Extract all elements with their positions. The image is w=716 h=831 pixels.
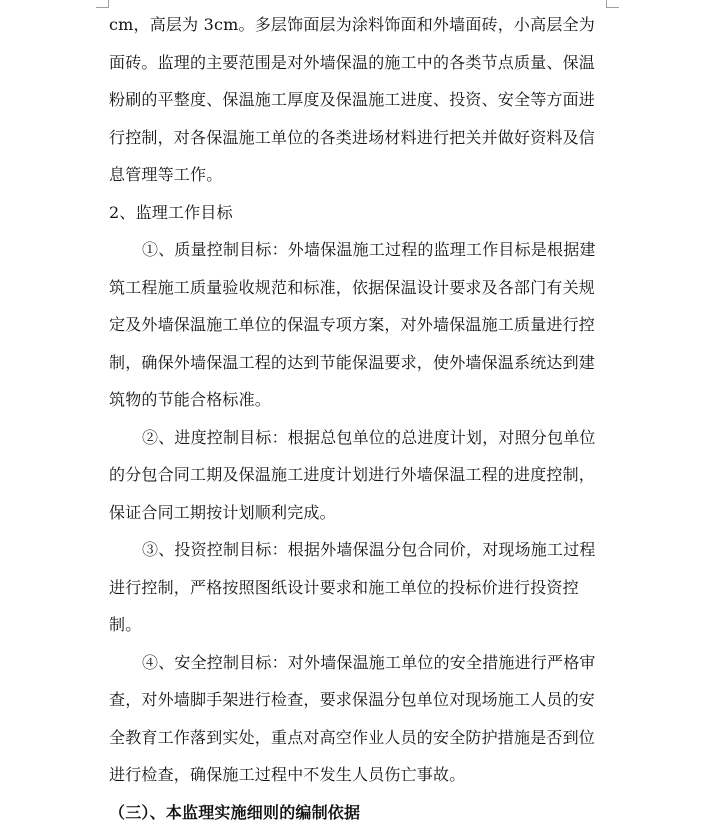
body-line: 制，确保外墙保温工程的达到节能保温要求，使外墙保温系统达到建 — [109, 344, 609, 382]
margin-corner-mark-left — [96, 0, 109, 8]
body-line: 的分包合同工期及保温施工进度计划进行外墙保温工程的进度控制， — [109, 456, 609, 494]
body-line: 息管理等工作。 — [109, 156, 609, 194]
body-line: cm，高层为 3cm。多层饰面层为涂料饰面和外墙面砖，小高层全为 — [109, 6, 609, 44]
body-line: 制。 — [109, 606, 609, 644]
section-heading: 2、监理工作目标 — [109, 194, 609, 232]
document-body — [109, 6, 609, 831]
paragraph-first-line: ③、投资控制目标：根据外墙保温分包合同价，对现场施工过程 — [109, 531, 609, 569]
paragraph-first-line: ①、质量控制目标：外墙保温施工过程的监理工作目标是根据建 — [109, 231, 609, 269]
body-line: 查，对外墙脚手架进行检查，要求保温分包单位对现场施工人员的安 — [109, 681, 609, 719]
body-line: 面砖。监理的主要范围是对外墙保温的施工中的各类节点质量、保温 — [109, 44, 609, 82]
body-line: 全教育工作落到实处，重点对高空作业人员的安全防护措施是否到位 — [109, 719, 609, 757]
subsection-heading: （三）、本监理实施细则的编制依据 — [109, 794, 609, 831]
body-line: 粉刷的平整度、保温施工厚度及保温施工进度、投资、安全等方面进 — [109, 81, 609, 119]
body-line: 筑工程施工质量验收规范和标准，依据保温设计要求及各部门有关规 — [109, 269, 609, 307]
paragraph-first-line: ②、进度控制目标：根据总包单位的总进度计划，对照分包单位 — [109, 419, 609, 457]
body-line: 定及外墙保温施工单位的保温专项方案，对外墙保温施工质量进行控 — [109, 306, 609, 344]
body-line: 进行检查，确保施工过程中不发生人员伤亡事故。 — [109, 756, 609, 794]
paragraph-first-line: ④、安全控制目标：对外墙保温施工单位的安全措施进行严格审 — [109, 644, 609, 682]
body-line: 筑物的节能合格标准。 — [109, 381, 609, 419]
body-line: 保证合同工期按计划顺利完成。 — [109, 494, 609, 532]
body-line: 行控制，对各保温施工单位的各类进场材料进行把关并做好资料及信 — [109, 119, 609, 157]
body-line: 进行控制，严格按照图纸设计要求和施工单位的投标价进行投资控 — [109, 569, 609, 607]
